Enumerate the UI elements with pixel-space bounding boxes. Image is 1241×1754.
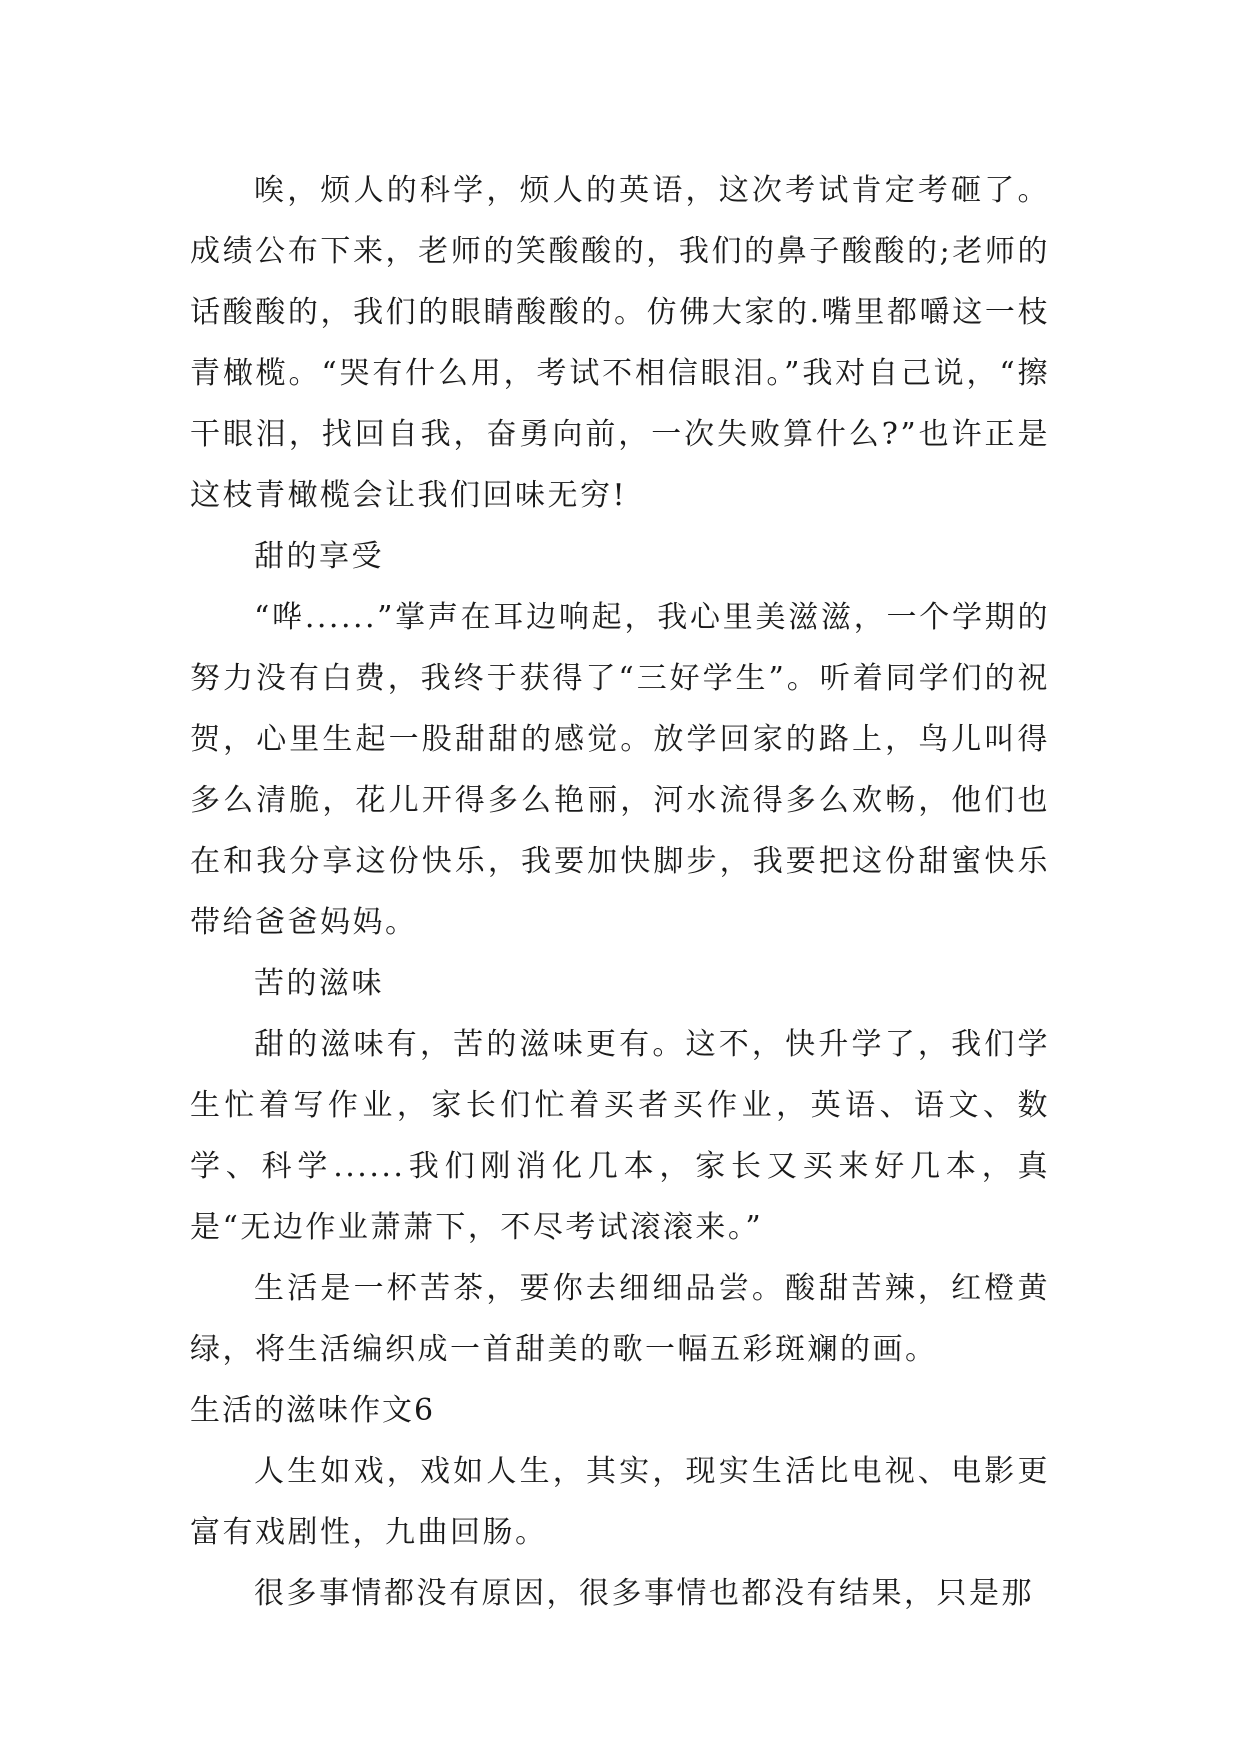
paragraph-life-tea: 生活是一杯苦茶，要你去细细品尝。酸甜苦辣，红橙黄绿，将生活编织成一首甜美的歌一幅五彩斑斓的画。 — [190, 1271, 1050, 1367]
paragraph-bitter-homework: 甜的滋味有，苦的滋味更有。这不，快升学了，我们学生忙着写作业，家长们忙着买者买作业，英语、语文、数学、科学......我们刚消化几本，家长又买来好几本，真是“无边作业萧萧下，不尽考试滚滚来。” — [190, 1027, 1050, 1245]
essay-title: 生活的滋味作文6 — [190, 1393, 436, 1428]
section-heading-sweet: 甜的享受 — [254, 539, 384, 574]
document-body — [190, 160, 1050, 1624]
paragraph-sweet-award: “哗......”掌声在耳边响起，我心里美滋滋，一个学期的努力没有白费，我终于获得了“三好学生”。听着同学们的祝贺，心里生起一股甜甜的感觉。放学回家的路上，鸟儿叫得多么清脆，花儿开得多么艳丽，河水流得多么欢畅，他们也在和我分享这份快乐，我要加快脚步，我要把这份甜蜜快乐带给爸爸妈妈。 — [190, 600, 1050, 940]
paragraph-no-reason: 很多事情都没有原因，很多事情也都没有结果，只是那 — [254, 1576, 1034, 1611]
paragraph-sour-exam: 唉，烦人的科学，烦人的英语，这次考试肯定考砸了。成绩公布下来，老师的笑酸酸的，我们的鼻子酸酸的;老师的话酸酸的，我们的眼睛酸酸的。仿佛大家的.嘴里都嚼这一枝青橄榄。“哭有什么用，考试不相信眼泪。”我对自己说，“擦干眼泪，找回自我，奋勇向前，一次失败算什么?”也许正是这枝青橄榄会让我们回味无穷! — [190, 173, 1050, 513]
section-heading-bitter: 苦的滋味 — [254, 966, 384, 1001]
paragraph-life-drama: 人生如戏，戏如人生，其实，现实生活比电视、电影更富有戏剧性，九曲回肠。 — [190, 1454, 1050, 1550]
